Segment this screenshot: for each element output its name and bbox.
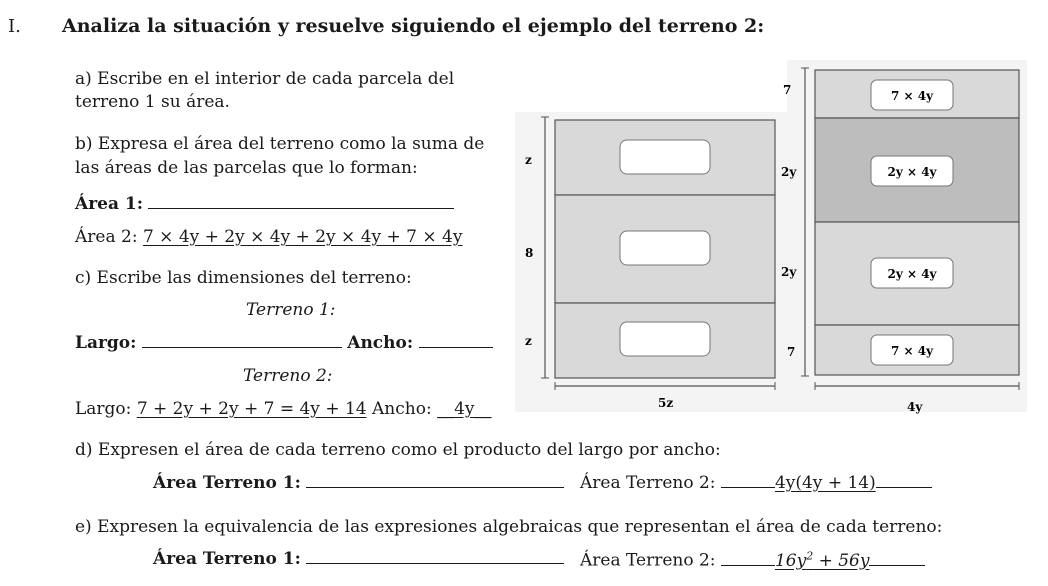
- terreno2-label-2y-bottom: 2y: [781, 265, 797, 279]
- e-label1: Área Terreno 1:: [153, 549, 301, 569]
- terreno2-dims-row: [75, 399, 492, 419]
- cell-label-4: 7 × 4y: [890, 344, 934, 358]
- area2-prefix: Área 2:: [75, 227, 143, 247]
- terreno2-label-4y: 4y: [907, 400, 923, 414]
- item-c-line1: c) Escribe las dimensiones del terreno:: [75, 268, 412, 288]
- largo2-value: 7 + 2y + 2y + 7 = 4y + 14: [136, 399, 367, 419]
- ancho2-prefix: Ancho:: [366, 399, 438, 419]
- item-a-line2: terreno 1 su área.: [75, 92, 230, 112]
- e-value2-base: 16y: [774, 550, 807, 571]
- terreno1-label-8: 8: [525, 246, 534, 260]
- item-b-line1: b) Expresa el área del terreno como la suma de: [75, 134, 485, 154]
- e-area1-blank[interactable]: [306, 549, 564, 564]
- parcela1-middle-answer-box[interactable]: [620, 231, 710, 265]
- item-e-line: e) Expresen la equivalencia de las expresiones algebraicas que representan el área de cada terreno:: [75, 517, 943, 537]
- largo-label: Largo:: [75, 333, 137, 353]
- area2-row: [75, 227, 462, 247]
- item-a-line1: a) Escribe en el interior de cada parcela del: [75, 69, 455, 89]
- e-row2: [580, 549, 925, 571]
- ancho-answer-blank[interactable]: [419, 333, 493, 348]
- terreno2-label-7-bottom: 7: [787, 345, 796, 359]
- e-label2: Área Terreno 2:: [580, 550, 716, 571]
- e-pad-right: [869, 551, 925, 566]
- e-row: [153, 549, 564, 569]
- largo2-prefix: Largo:: [75, 399, 137, 419]
- terreno2-label-2y-top: 2y: [781, 165, 797, 179]
- largo-ancho-row: [75, 333, 493, 353]
- ancho2-value: __4y__: [437, 399, 492, 419]
- e-value2-exp: 2: [806, 549, 814, 562]
- e-value2-rest: + 56y: [813, 550, 870, 571]
- area1-answer-blank[interactable]: [148, 194, 454, 209]
- d-pad-left: [721, 473, 775, 488]
- terreno2-label-7-top: 7: [783, 83, 792, 97]
- ancho-label: Ancho:: [347, 333, 414, 353]
- terreno2: [781, 68, 1019, 414]
- terreno1: [525, 117, 775, 410]
- terreno1-label-z-top: z: [525, 153, 532, 167]
- area1-row: [75, 194, 454, 214]
- d-label1: Área Terreno 1:: [153, 473, 301, 493]
- d-row2: [580, 473, 932, 493]
- d-area1-blank[interactable]: [306, 473, 564, 488]
- parcela1-top-answer-box[interactable]: [620, 140, 710, 174]
- terreno2-heading: Terreno 2:: [243, 366, 333, 386]
- section-title: Analiza la situación y resuelve siguiendo el ejemplo del terreno 2:: [62, 15, 765, 37]
- terreno1-heading: Terreno 1:: [246, 300, 336, 320]
- cell-label-2: 2y × 4y: [887, 165, 937, 179]
- largo-answer-blank[interactable]: [142, 333, 342, 348]
- cell-label-1: 7 × 4y: [890, 89, 934, 103]
- terrain-figure: [515, 60, 1027, 420]
- d-row: [153, 473, 564, 493]
- terreno1-label-z-bottom: z: [525, 334, 532, 348]
- e-value2: [775, 551, 870, 571]
- d-value2: 4y(4y + 14): [774, 473, 876, 493]
- parcela1-bottom-answer-box[interactable]: [620, 322, 710, 356]
- item-d-line: d) Expresen el área de cada terreno como el producto del largo por ancho:: [75, 440, 721, 460]
- area2-value: 7 × 4y + 2y × 4y + 2y × 4y + 7 × 4y: [142, 227, 463, 247]
- d-label2: Área Terreno 2:: [580, 473, 716, 493]
- terreno1-label-5z: 5z: [658, 396, 674, 410]
- e-pad-left: [721, 551, 775, 566]
- section-numeral: I.: [8, 16, 21, 37]
- area1-label: Área 1:: [75, 194, 143, 214]
- item-b-line2: las áreas de las parcelas que lo forman:: [75, 158, 418, 178]
- d-pad-right: [876, 473, 932, 488]
- cell-label-3: 2y × 4y: [887, 267, 937, 281]
